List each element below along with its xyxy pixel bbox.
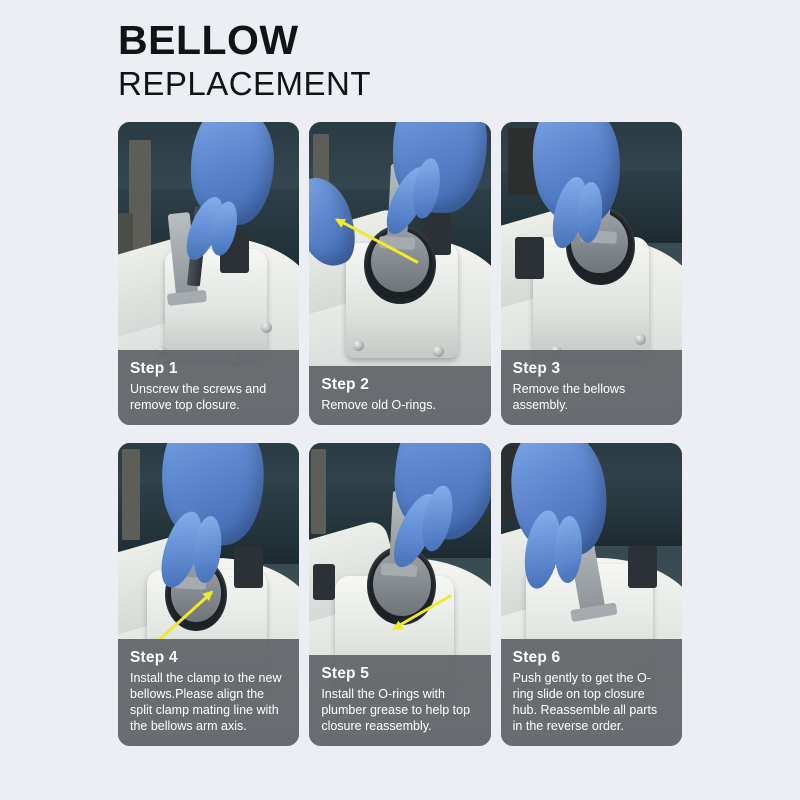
step-card-6 bbox=[501, 443, 682, 746]
step-label: Step 3 bbox=[512, 359, 561, 377]
step-card-3 bbox=[501, 122, 682, 425]
step-caption-6 bbox=[501, 639, 682, 746]
step-text: Remove the bellows assembly. bbox=[512, 381, 626, 412]
step-label: Step 5 bbox=[321, 664, 370, 682]
step-text: Push gently to get the O-ring slide on top closure hub. Reassemble all parts in the reverse order. bbox=[512, 670, 658, 733]
step-text: Remove old O-rings. bbox=[321, 397, 436, 412]
step-label: Step 4 bbox=[130, 648, 178, 666]
title-main: BELLOW bbox=[118, 17, 299, 63]
step-label: Step 2 bbox=[321, 375, 370, 393]
step-text: Unscrew the screws and remove top closure. bbox=[130, 381, 267, 412]
step-card-5 bbox=[309, 443, 490, 746]
step-label: Step 1 bbox=[130, 359, 178, 377]
step-caption-4 bbox=[118, 639, 299, 746]
step-caption-2 bbox=[309, 366, 490, 425]
step-card-2 bbox=[309, 122, 490, 425]
step-text: Install the O-rings with plumber grease to help top closure reassembly. bbox=[321, 686, 471, 733]
step-card-1 bbox=[118, 122, 299, 425]
step-label: Step 6 bbox=[512, 648, 561, 666]
steps-grid bbox=[118, 122, 682, 746]
step-text: Install the clamp to the new bellows.Please align the split clamp mating line with the bellows arm axis. bbox=[130, 670, 282, 733]
title-sub: REPLACEMENT bbox=[118, 65, 372, 103]
page-title bbox=[60, 0, 740, 104]
step-caption-5 bbox=[309, 655, 490, 746]
step-caption-1 bbox=[118, 350, 299, 425]
step-card-4 bbox=[118, 443, 299, 746]
step-caption-3 bbox=[501, 350, 682, 425]
